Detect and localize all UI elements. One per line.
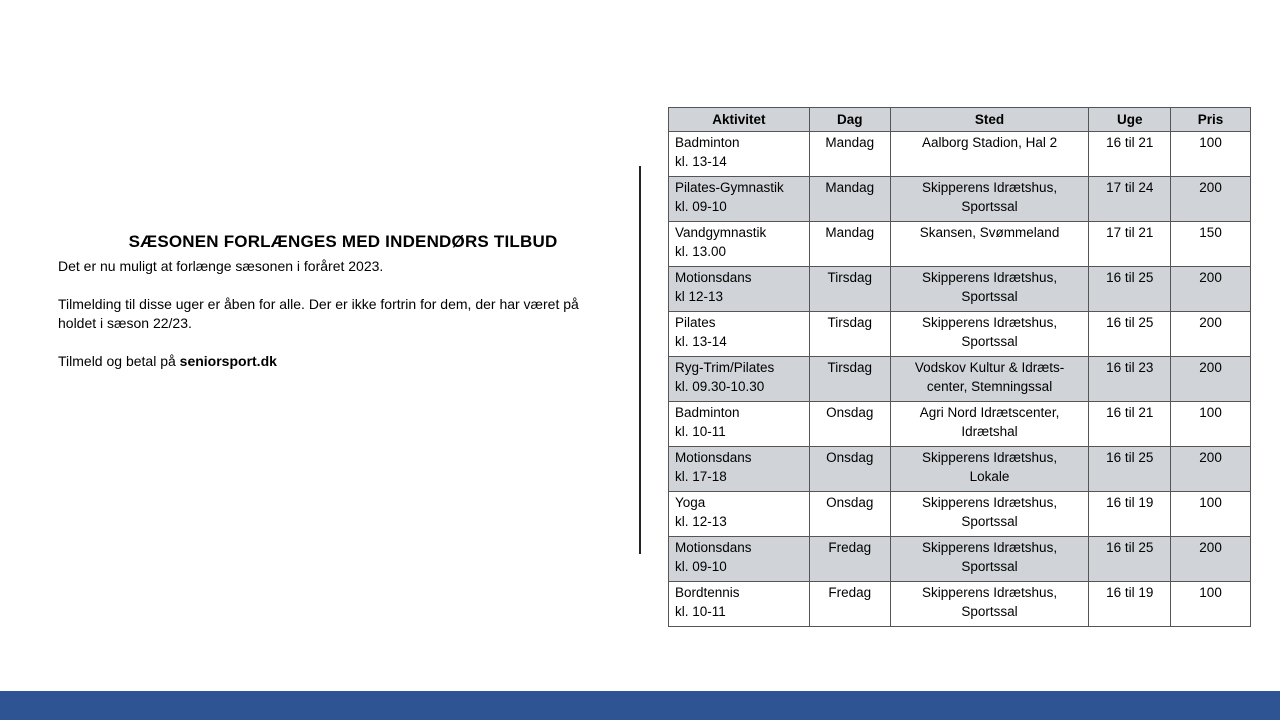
cell-place: [890, 312, 1089, 357]
cell-activity: [669, 402, 810, 447]
table-row: [669, 177, 1251, 222]
cell-day: Fredag: [809, 582, 890, 627]
place-line-1: Vodskov Kultur & Idræts-: [914, 360, 1065, 375]
cell-activity: [669, 582, 810, 627]
activity-time: kl. 13-14: [675, 334, 727, 349]
footer-bar: [0, 691, 1280, 720]
cell-weeks: 16 til 19: [1089, 492, 1171, 537]
cell-price: 100: [1171, 582, 1251, 627]
cell-price: 200: [1171, 312, 1251, 357]
cell-price: 100: [1171, 402, 1251, 447]
cell-price: 100: [1171, 492, 1251, 537]
place-line-1: Skipperens Idrætshus,: [922, 585, 1058, 600]
table-row: [669, 312, 1251, 357]
cell-day: Tirsdag: [809, 267, 890, 312]
activity-time: kl. 10-11: [675, 604, 726, 619]
place-line-1: Skipperens Idrætshus,: [922, 540, 1058, 555]
cell-price: 200: [1171, 267, 1251, 312]
cell-price: 150: [1171, 222, 1251, 267]
cell-place: [890, 492, 1089, 537]
table-row: [669, 222, 1251, 267]
table-row: [669, 582, 1251, 627]
place-line-2: Sportssal: [961, 514, 1018, 529]
cell-price: 200: [1171, 357, 1251, 402]
place-line-2: Idrætshal: [961, 424, 1018, 439]
place-line-2: Lokale: [969, 469, 1010, 484]
place-line-2: center, Stemningssal: [926, 379, 1053, 394]
header-price: Pris: [1171, 108, 1251, 132]
cell-place: [890, 267, 1089, 312]
activity-time: kl. 17-18: [675, 469, 727, 484]
cell-activity: [669, 222, 810, 267]
cell-weeks: 16 til 21: [1089, 132, 1171, 177]
activity-time: kl. 09.30-10.30: [675, 379, 765, 394]
cell-activity: [669, 447, 810, 492]
cell-price: 100: [1171, 132, 1251, 177]
cell-day: Tirsdag: [809, 312, 890, 357]
cell-place: [890, 537, 1089, 582]
activity-name: Motionsdans: [675, 450, 752, 465]
cell-weeks: 17 til 21: [1089, 222, 1171, 267]
table-row: [669, 357, 1251, 402]
cell-weeks: 16 til 23: [1089, 357, 1171, 402]
place-line-1: Aalborg Stadion, Hal 2: [922, 135, 1058, 150]
table-row: [669, 402, 1251, 447]
activity-name: Motionsdans: [675, 270, 752, 285]
cell-activity: [669, 312, 810, 357]
cell-place: [890, 402, 1089, 447]
cell-activity: [669, 357, 810, 402]
cell-place: [890, 447, 1089, 492]
header-weeks: Uge: [1089, 108, 1171, 132]
header-day: Dag: [809, 108, 890, 132]
signup-website: seniorsport.dk: [179, 353, 277, 369]
place-line-1: Skipperens Idrætshus,: [922, 180, 1058, 195]
cell-price: 200: [1171, 447, 1251, 492]
header-activity: Aktivitet: [669, 108, 810, 132]
page-title: SÆSONEN FORLÆNGES MED INDENDØRS TILBUD: [128, 232, 558, 251]
schedule-table: [668, 107, 1251, 627]
cell-activity: [669, 492, 810, 537]
cell-day: Onsdag: [809, 492, 890, 537]
cell-place: [890, 357, 1089, 402]
activity-name: Pilates: [675, 315, 716, 330]
cell-day: Onsdag: [809, 402, 890, 447]
table-row: [669, 132, 1251, 177]
cell-price: 200: [1171, 177, 1251, 222]
place-line-1: Skipperens Idrætshus,: [922, 315, 1058, 330]
cell-weeks: 16 til 19: [1089, 582, 1171, 627]
table-body: [669, 132, 1251, 627]
cell-place: [890, 582, 1089, 627]
activity-time: kl. 09-10: [675, 559, 727, 574]
table-row: [669, 447, 1251, 492]
cell-activity: [669, 537, 810, 582]
activity-name: Vandgymnastik: [675, 225, 767, 240]
cell-weeks: 16 til 25: [1089, 312, 1171, 357]
table-row: [669, 537, 1251, 582]
place-line-2: Sportssal: [961, 334, 1018, 349]
registration-paragraph: Tilmelding til disse uger er åben for alle. Der er ikke fortrin for dem, der har været på holdet i sæson 22/23.: [58, 296, 579, 331]
cell-day: Mandag: [809, 132, 890, 177]
cell-activity: [669, 267, 810, 312]
place-line-2: Sportssal: [961, 199, 1018, 214]
place-line-2: Sportssal: [961, 604, 1018, 619]
place-line-1: Skipperens Idrætshus,: [922, 495, 1058, 510]
activity-name: Badminton: [675, 405, 740, 420]
cell-place: [890, 132, 1089, 177]
signup-paragraph: [58, 352, 618, 371]
vertical-divider: [639, 166, 641, 554]
place-line-1: Skipperens Idrætshus,: [922, 450, 1058, 465]
activity-name: Yoga: [675, 495, 706, 510]
activity-time: kl. 13-14: [675, 154, 727, 169]
activity-time: kl. 09-10: [675, 199, 727, 214]
activity-time: kl. 12-13: [675, 514, 727, 529]
table-row: [669, 492, 1251, 537]
activity-time: kl. 13.00: [675, 244, 727, 259]
place-line-1: Skansen, Svømmeland: [919, 225, 1060, 240]
header-place: Sted: [890, 108, 1089, 132]
cell-weeks: 17 til 24: [1089, 177, 1171, 222]
cell-place: [890, 222, 1089, 267]
place-line-1: Agri Nord Idrætscenter,: [919, 405, 1060, 420]
activity-name: Badminton: [675, 135, 740, 150]
signup-text: Tilmeld og betal på: [58, 353, 180, 369]
cell-day: Mandag: [809, 222, 890, 267]
cell-weeks: 16 til 25: [1089, 537, 1171, 582]
activity-time: kl 12-13: [675, 289, 724, 304]
place-line-2: Sportssal: [961, 289, 1018, 304]
activity-name: Bordtennis: [675, 585, 740, 600]
activity-name: Pilates-Gymnastik: [675, 180, 784, 195]
cell-day: Tirsdag: [809, 357, 890, 402]
cell-activity: [669, 177, 810, 222]
cell-activity: [669, 132, 810, 177]
activity-name: Ryg-Trim/Pilates: [675, 360, 775, 375]
cell-day: Mandag: [809, 177, 890, 222]
info-section: [58, 232, 618, 371]
table-header-row: [669, 108, 1251, 132]
cell-weeks: 16 til 21: [1089, 402, 1171, 447]
intro-paragraph: Det er nu muligt at forlænge sæsonen i foråret 2023.: [58, 258, 384, 274]
cell-day: Fredag: [809, 537, 890, 582]
place-line-2: Sportssal: [961, 559, 1018, 574]
cell-place: [890, 177, 1089, 222]
cell-day: Onsdag: [809, 447, 890, 492]
cell-weeks: 16 til 25: [1089, 267, 1171, 312]
cell-weeks: 16 til 25: [1089, 447, 1171, 492]
cell-price: 200: [1171, 537, 1251, 582]
place-line-1: Skipperens Idrætshus,: [922, 270, 1058, 285]
activity-time: kl. 10-11: [675, 424, 726, 439]
table-row: [669, 267, 1251, 312]
activity-name: Motionsdans: [675, 540, 752, 555]
